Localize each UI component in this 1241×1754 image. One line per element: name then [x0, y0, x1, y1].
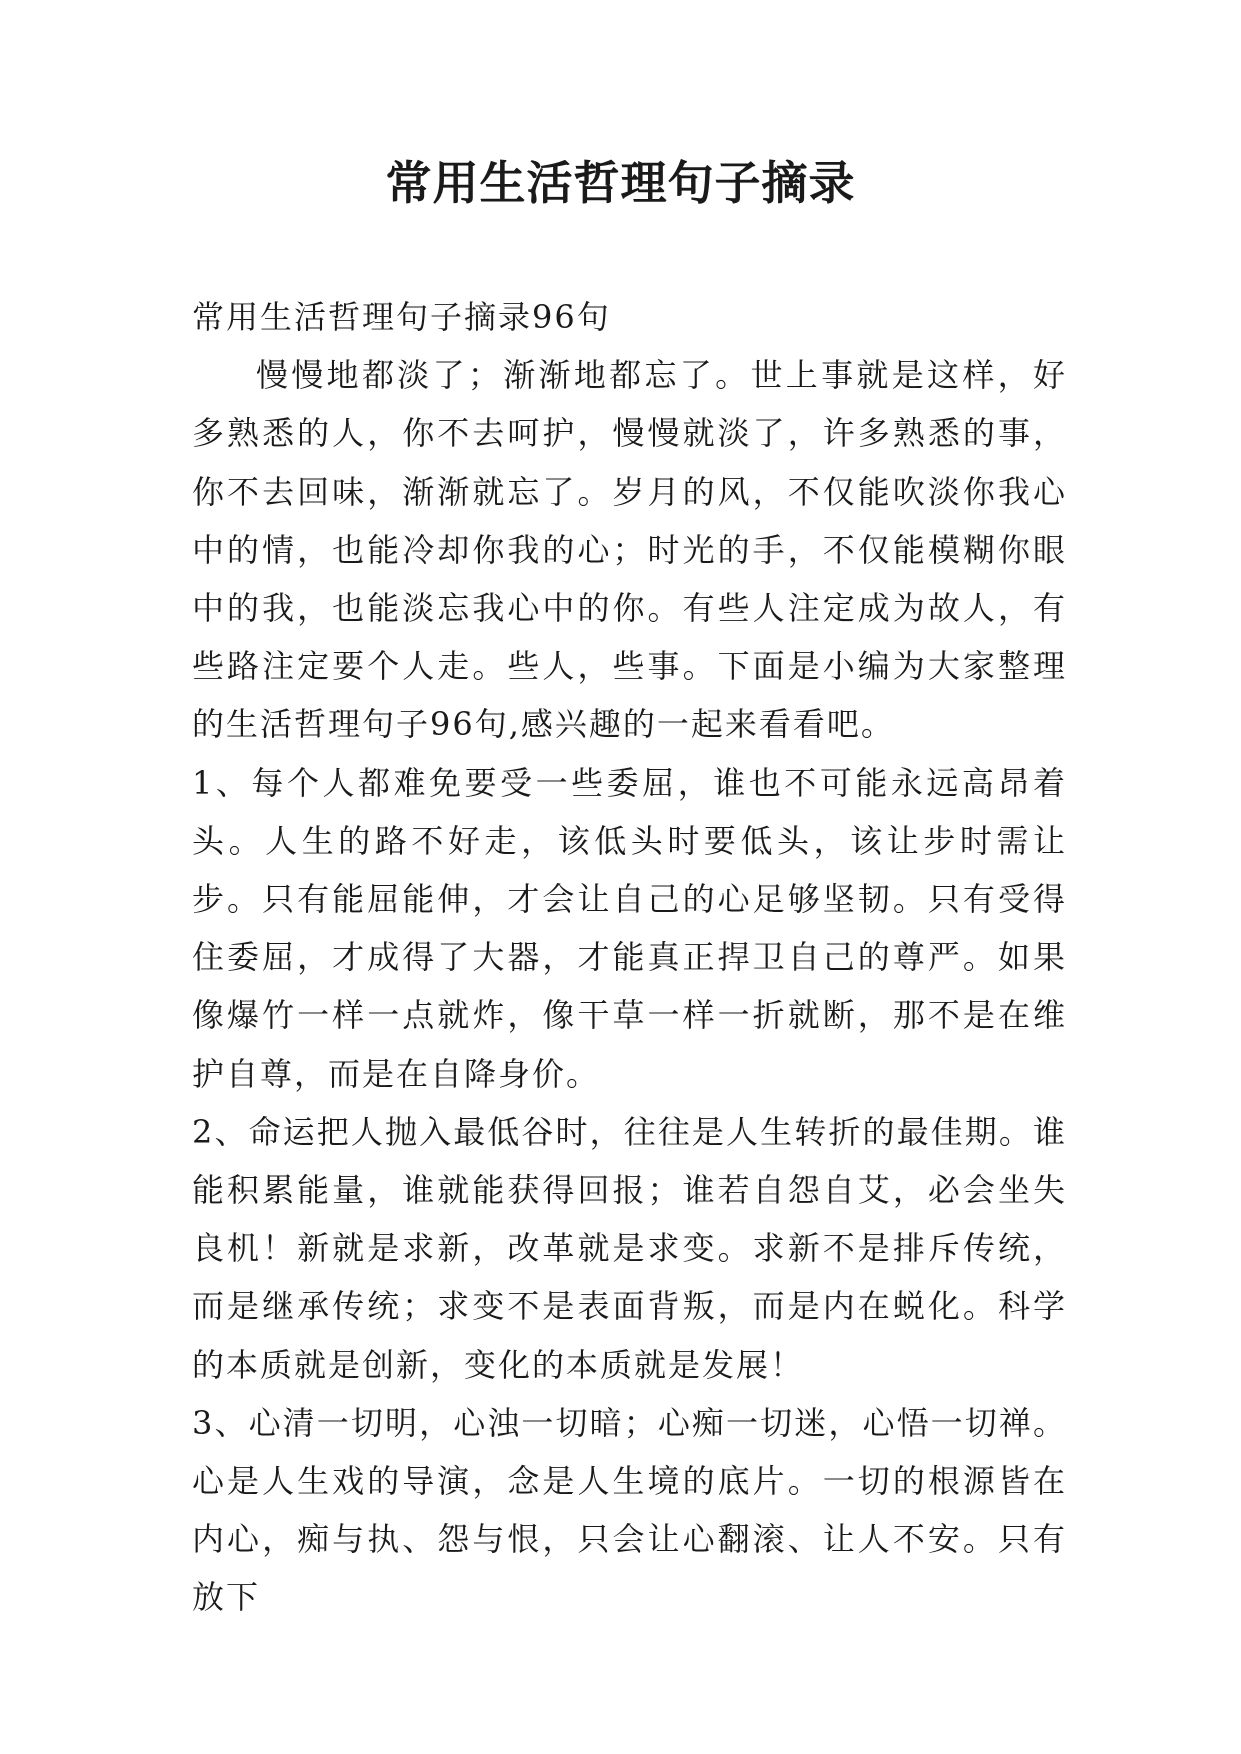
- list-item: 3、心清一切明，心浊一切暗；心痴一切迷，心悟一切禅。心是人生戏的导演，念是人生境的底片。一切的根源皆在内心，痴与执、怨与恨，只会让心翻滚、让人不安。只有放下: [192, 1403, 1067, 1617]
- list-item: 1、每个人都难免要受一些委屈，谁也不可能永远高昂着头。人生的路不好走，该低头时要低头，该让步时需让步。只有能屈能伸，才会让自己的心足够坚韧。只有受得住委屈，才成得了大器，才能真正捍卫自己的尊严。如果像爆竹一样一点就炸，像干草一样一折就断，那不是在维护自尊，而是在自降身价。: [192, 763, 1067, 1093]
- list-item: 2、命运把人抛入最低谷时，往往是人生转折的最佳期。谁能积累能量，谁就能获得回报；谁若自怨自艾，必会坐失良机！新就是求新，改革就是求变。求新不是排斥传统，而是继承传统；求变不是表面背叛，而是内在蜕化。科学的本质就是创新，变化的本质就是发展！: [192, 1112, 1067, 1384]
- intro-paragraph: 慢慢地都淡了；渐渐地都忘了。世上事就是这样，好多熟悉的人，你不去呵护，慢慢就淡了，许多熟悉的事，你不去回味，渐渐就忘了。岁月的风，不仅能吹淡你我心中的情，也能冷却你我的心；时光的手，不仅能模糊你眼中的我，也能淡忘我心中的你。有些人注定成为故人，有些路注定要个人走。些人，些事。下面是小编为大家整理的生活哲理句子96句,感兴趣的一起来看看吧。: [192, 356, 1067, 744]
- document-body: [192, 288, 1067, 1627]
- document-subtitle: 常用生活哲理句子摘录96句: [192, 298, 611, 336]
- document-title: 常用生活哲理句子摘录: [385, 156, 856, 210]
